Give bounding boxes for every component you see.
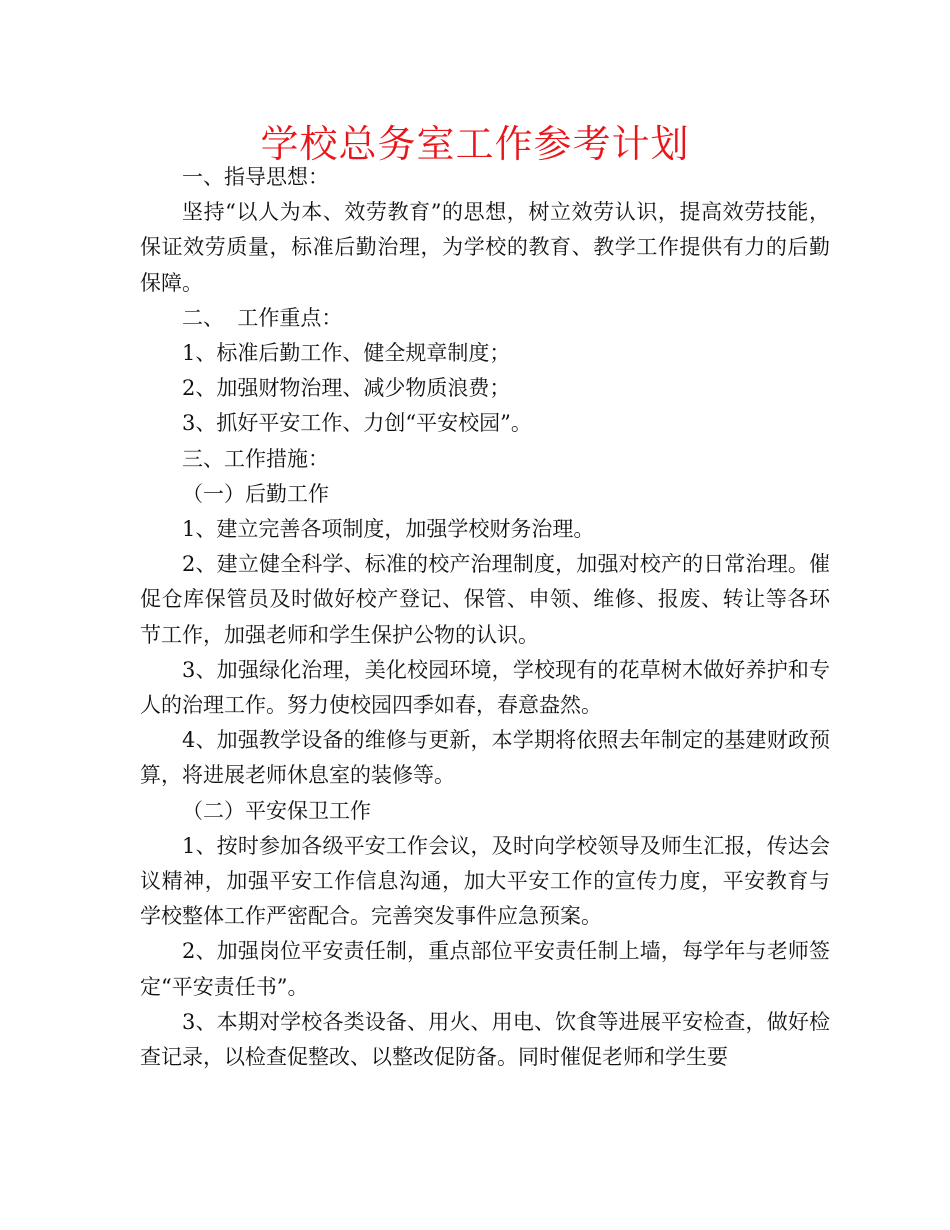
document-title: 学校总务室工作参考计划 [260, 122, 690, 166]
list-item-focus-2: 2、加强财物治理、减少物质浪费； [182, 376, 511, 401]
paragraph-safety-2: 2、加强岗位平安责任制，重点部位平安责任制上墙，每学年与老师签定“平安责任书”。 [140, 939, 830, 999]
paragraph-safety-1: 1、按时参加各级平安工作会议，及时向学校领导及师生汇报，传达会议精神，加强平安工作信息沟通，加大平安工作的宣传力度，平安教育与学校整体工作严密配合。完善突发事件应急预案。 [140, 833, 830, 929]
paragraph-logistics-2: 2、建立健全科学、标准的校产治理制度，加强对校产的日常治理。催促仓库保管员及时做好校产登记、保管、申领、维修、报废、转让等各环节工作，加强老师和学生保护公物的认识。 [140, 552, 830, 647]
paragraph-logistics-1: 1、建立完善各项制度，加强学校财务治理。 [182, 517, 595, 542]
list-item-focus-3: 3、抓好平安工作、力创“平安校园”。 [182, 411, 532, 436]
section-heading-work-focus: 二、 工作重点： [182, 305, 343, 330]
list-item-focus-1: 1、标准后勤工作、健全规章制度； [182, 341, 511, 366]
paragraph-logistics-3: 3、加强绿化治理，美化校园环境，学校现有的花草树木做好养护和专人的治理工作。努力使校园四季如春，春意盎然。 [140, 657, 830, 718]
subsection-heading-safety: （二）平安保卫工作 [182, 798, 371, 823]
paragraph-safety-3: 3、本期对学校各类设备、用火、用电、饮食等进展平安检查，做好检查记录，以检查促整改、以整改促防备。同时催促老师和学生要 [140, 1009, 830, 1070]
section-heading-measures: 三、工作措施： [182, 446, 329, 471]
section-heading-guiding-thought: 一、指导思想： [182, 165, 329, 189]
paragraph-guiding-thought: 坚持“以人为本、效劳教育”的思想，树立效劳认识，提高效劳技能，保证效劳质量，标准后勤治理，为学校的教育、教学工作提供有力的后勤保障。 [140, 200, 830, 295]
paragraph-logistics-4: 4、加强教学设备的维修与更新，本学期将依照去年制定的基建财政预算，将进展老师休息室的装修等。 [140, 728, 830, 788]
subsection-heading-logistics: （一）后勤工作 [182, 481, 329, 506]
document-body [140, 160, 830, 1075]
